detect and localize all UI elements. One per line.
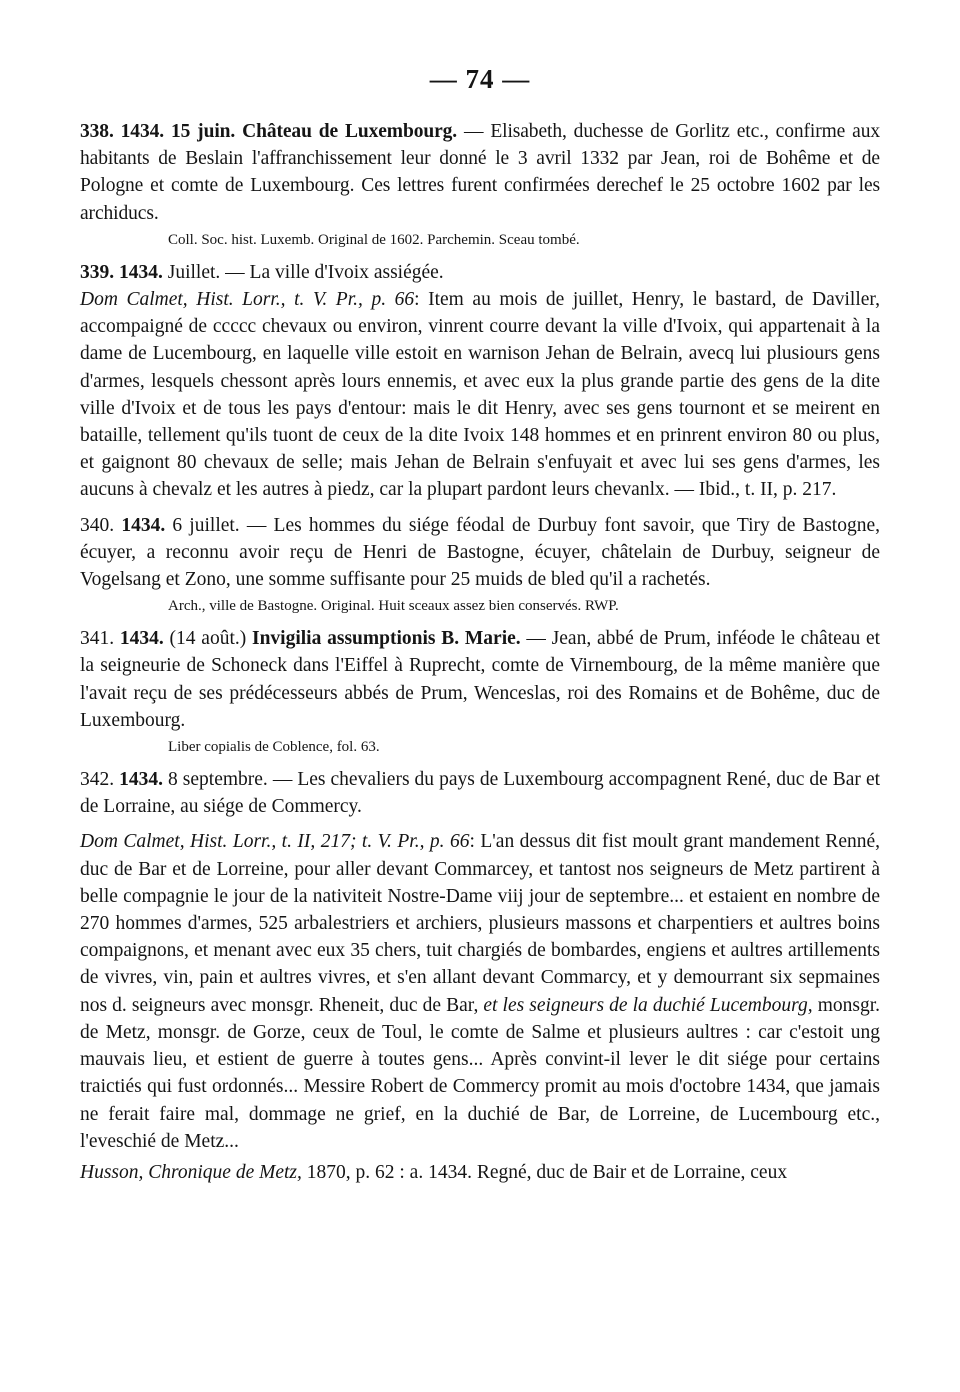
entry-source: Liber copialis de Coblence, fol. 63. bbox=[168, 739, 380, 756]
entry-title: Invigilia assumptionis B. Marie. bbox=[252, 628, 521, 650]
entry-338 bbox=[80, 118, 880, 251]
entry-year: 1434. bbox=[121, 514, 166, 536]
quote-text-continued: monsgr. de Metz, monsgr. de Gorze, ceux de Toul, le comte de Salme et plusieurs aultres : car c'estoit ung mauvais lieu, et estient de guerre à toutes gens... Après convint-il lever le dit siége pour certains traictiés qui fust ordonnés... Messire Robert de Commercy promit au mois d'octobre 1434, que jamais ne ferait faire mal, dommage ne grief, en la duchié de Bar, de Lorreine, de Lucembourg etc., l'eveschié de Metz... bbox=[80, 994, 881, 1152]
entry-reference: Dom Calmet, Hist. Lorr., t. II, 217; t. V. Pr., p. 66 bbox=[80, 831, 470, 853]
entry-text bbox=[80, 512, 880, 594]
entry-year: 1434. bbox=[119, 628, 164, 650]
entry-number: 339. bbox=[80, 261, 115, 283]
entry-reference: Dom Calmet, Hist. Lorr., t. V. Pr., p. 66 bbox=[80, 289, 415, 311]
entry-date: 15 juin. bbox=[170, 121, 236, 142]
entry-date: (14 août.) bbox=[169, 628, 247, 650]
entry-date: Juillet. bbox=[167, 261, 221, 283]
entry-body: : Item au mois de juillet, Henry, le bastard, de Daviller, accompaigné de ccccc chevaux ou environ, vinrent courre devant la ville d'Ivoix, qui appartenait à la dame de Lucembourg, en laquelle ville estoit en warnison Jehan de Belrain, avecq lui plusiours gens d'armes, lesquels chessont après lours ennemis, et avec eux la plus grande partie des gens de la dite ville d'Ivoix et de tous les pays d'entour: mais le dit Henry, avec ses gens tournont et se meirent en bataille, tellement qu'ils tuont de ceux de la dite Ivoix 148 hommes et en prinrent environ 80 ou plus, et gaignont 80 chevaux de selle; mais Jehan de Belrain s'enfuyait et avec lui ses gens d'armes, les aucuns à chevalz et les autres à piedz, car la plupart pardont leurs chevanlx. — Ibid., t. II, p. 217. bbox=[80, 289, 880, 501]
entry-year: 1434. bbox=[119, 769, 164, 791]
entry-year: 1434. bbox=[120, 121, 165, 142]
entry-342 bbox=[80, 766, 880, 1186]
quote-italic-text: et les seigneurs de la duchié Lucembourg, bbox=[483, 994, 813, 1016]
entry-source: Arch., ville de Bastogne. Original. Huit sceaux assez bien conservés. RWP. bbox=[168, 598, 619, 615]
quote-2-text: 1870, p. 62 : a. 1434. Regné, duc de Bair et de Lorraine, ceux bbox=[306, 1161, 788, 1183]
entry-body: — Elisabeth, duchesse de Gorlitz etc., confirme aux habitants de Beslain l'affranchissement leur donné le 3 avril 1332 par Jean, roi de Bohême et de Pologne et comte de Luxembourg. Ces lettres furent confirmées derechef le 25 octobre 1602 par les archiducs. bbox=[80, 121, 880, 224]
entry-date: 6 juillet. bbox=[172, 514, 240, 536]
entry-341 bbox=[80, 625, 880, 758]
entry-quote bbox=[80, 828, 880, 1154]
document-body bbox=[80, 118, 880, 1186]
entry-source: Coll. Soc. hist. Luxemb. Original de 1602. Parchemin. Sceau tombé. bbox=[168, 231, 580, 248]
entry-number: 340. bbox=[80, 514, 115, 536]
entry-heading bbox=[80, 259, 880, 286]
entry-reference-2: Husson, Chronique de Metz, bbox=[80, 1161, 302, 1183]
entry-date: 8 septembre. bbox=[168, 769, 268, 791]
entry-number: 342. bbox=[80, 769, 115, 791]
quote-text: : L'an dessus dit fist moult grant mandement Renné, duc de Bar et de Lorreine, pour aller devant Commarcey, et tantost nos seigneurs de Metz partirent à belle compagnie le jour de la nativiteit Nostre-Dame viij jour de septembre... et estaient en nombre de 270 hommes d'armes, 525 arbalestriers et archiers, plusieurs massons et charpentiers et aultres boins compaignons, et menant avec eux 35 chers, tuit chargiés de bombardes, engiens et aultres artillements de vivres, vin, pain et aultres vivres, et s'en allant devant Commarcy, et y demourrant six sepmaines nos d. seigneurs avec monsgr. Rheneit, duc de Bar, bbox=[80, 831, 880, 1016]
entry-text bbox=[80, 625, 880, 734]
entry-body: — Les hommes du siége féodal de Durbuy font savoir, que Tiry de Bastogne, écuyer, a reconnu avoir reçu de Henri de Bastogne, écuyer, châtelain de Durbuy, seigneur de Vogelsang et Zono, une somme suffisante pour 25 muids de bled qu'il a rachetés. bbox=[80, 514, 880, 591]
page-number: — 74 — bbox=[429, 64, 531, 94]
entry-year: 1434. bbox=[119, 261, 163, 283]
entry-title: — La ville d'Ivoix assiégée. bbox=[225, 261, 444, 283]
entry-body: — Les chevaliers du pays de Luxembourg accompagnent René, duc de Bar et de Lorraine, au siége de Commercy. bbox=[80, 769, 881, 818]
entry-340 bbox=[80, 512, 880, 618]
entry-text bbox=[80, 766, 880, 820]
entry-number: 341. bbox=[80, 628, 115, 650]
entry-title: Château de Luxembourg. bbox=[242, 121, 458, 142]
entry-text bbox=[80, 286, 880, 504]
entry-body: — Jean, abbé de Prum, inféode le château et la seigneurie de Schoneck dans l'Eiffel à Ruprecht, comte de Virnembourg, de la même manière que l'avait reçu de ses prédécesseurs abbés de Prum, Wenceslas, roi des Romains et de Bohême, duc de Luxembourg. bbox=[80, 628, 881, 731]
entry-quote-2 bbox=[80, 1159, 880, 1186]
entry-number: 338. bbox=[80, 121, 114, 142]
entry-text bbox=[80, 118, 880, 227]
entry-339 bbox=[80, 259, 880, 504]
